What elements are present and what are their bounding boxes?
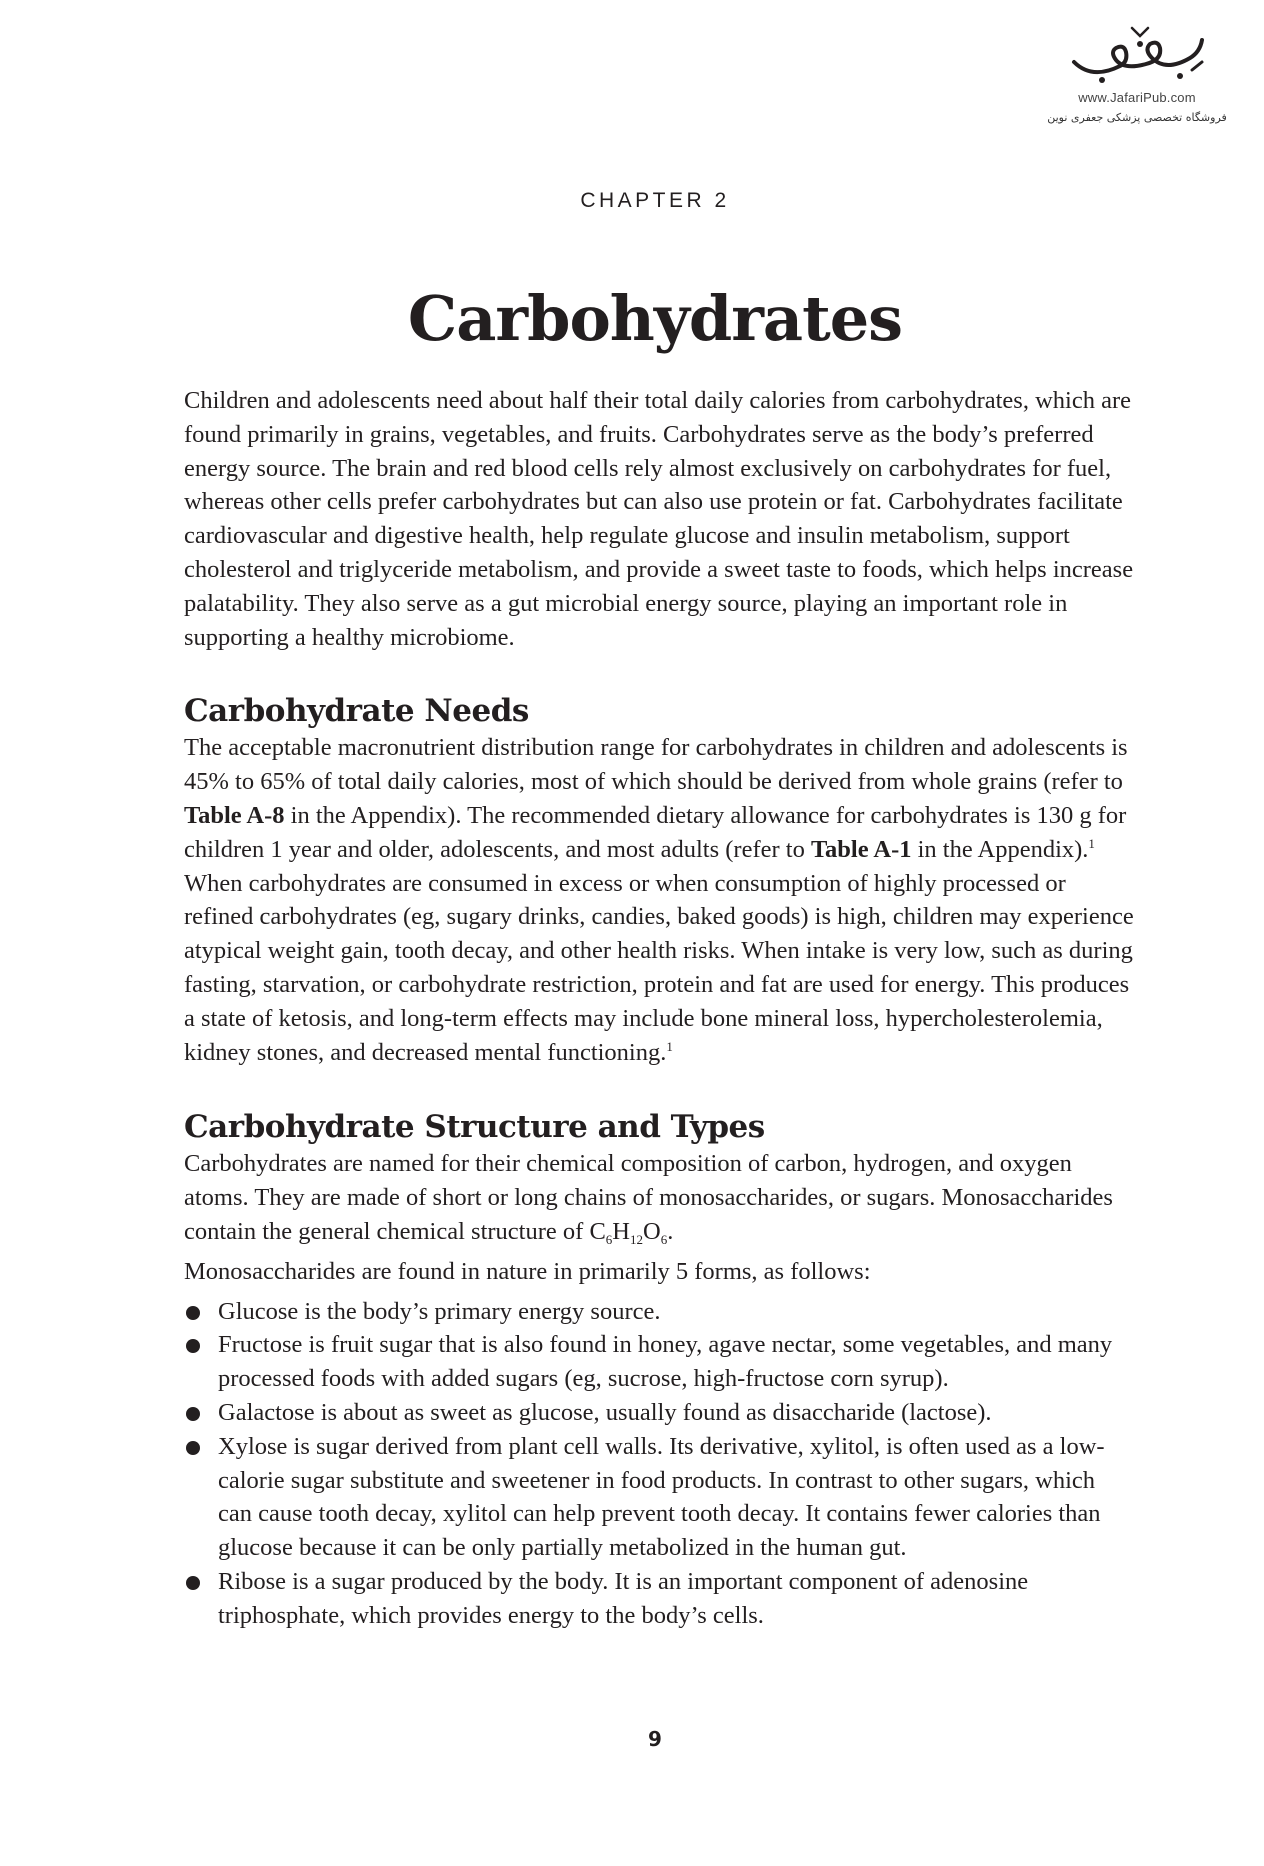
main-content [184, 384, 1134, 1633]
needs-text-1: The acceptable macronutrient distribution range for carbohydrates in children and adolescents is 45% to 65% of total daily calories, most of which should be derived from whole grains (refer to [184, 734, 1128, 796]
chapter-label: CHAPTER 2 [580, 189, 730, 212]
formula-hydrogen-count: 12 [629, 1231, 643, 1247]
intro-paragraph: Children and adolescents need about half their total daily calories from carbohydrates, which are found primarily in grains, vegetables, and fruits. Carbohydrates serve as the body’s preferred energy source. The brain and red blood cells rely almost exclusively on carbohydrates for fuel, whereas other cells prefer carbohydrates but can also use protein or fat. Carbohydrates facilitate cardiovascular and digestive health, help regulate glucose and insulin metabolism, support cholesterol and triglyceride metabolism, and provide a sweet taste to foods, which helps increase palatability. They also serve as a gut microbial energy source, playing an important role in supporting a healthy microbiome. [184, 387, 1134, 651]
list-item [184, 1396, 1134, 1430]
publisher-watermark [1032, 22, 1242, 124]
forms-intro: Monosaccharides are found in nature in primarily 5 forms, as follows: [184, 1257, 871, 1285]
needs-text-2: in the Appendix). The recommended dietary allowance for carbohydrates is 130 g for children 1 year and older, adolescents, and most adults (refer to [184, 801, 1127, 863]
list-item [184, 1328, 1134, 1396]
needs-text-3: in the Appendix). [911, 835, 1089, 863]
bullet-icon [186, 1441, 200, 1455]
structure-text: Carbohydrates are named for their chemical composition of carbon, hydrogen, and oxygen atoms. They are made of short or long chains of monosaccharides, or sugars. Monosaccharides contain the general chemical structure of [184, 1150, 1113, 1245]
bullet-icon [186, 1576, 200, 1590]
list-item [184, 1295, 1134, 1329]
footnote-marker: 1 [666, 1038, 673, 1054]
list-item-text: Fructose is fruit sugar that is also found in honey, agave nectar, some vegetables, and many processed foods with added sugars (eg, sucrose, high-fructose corn syrup). [218, 1331, 1113, 1393]
section-heading-needs: Carbohydrate Needs [184, 693, 529, 730]
structure-paragraph [184, 1147, 1134, 1248]
page-number: 9 [648, 1727, 662, 1751]
needs-paragraph [184, 731, 1134, 1069]
publisher-url: www.JafariPub.com [1078, 90, 1196, 105]
formula-hydrogen: H [612, 1217, 630, 1245]
formula-carbon-count: 6 [605, 1231, 613, 1247]
publisher-logo-icon [1062, 22, 1212, 88]
table-reference-a1: Table A-1 [810, 835, 912, 863]
list-item [184, 1430, 1134, 1565]
bullet-icon [186, 1339, 200, 1353]
bullet-icon [186, 1306, 200, 1320]
monosaccharide-list [184, 1295, 1134, 1633]
bullet-icon [186, 1407, 200, 1421]
formula-oxygen: O [642, 1217, 661, 1245]
publisher-store-name: فروشگاه تخصصی پزشکی جعفری نوین [1047, 111, 1227, 124]
formula-oxygen-count: 6 [660, 1231, 668, 1247]
page-title: Carbohydrates [407, 282, 903, 355]
list-item-text: Ribose is a sugar produced by the body. It is an important component of adenosine triphosphate, which provides energy to the body’s cells. [218, 1567, 1029, 1629]
chemical-formula [589, 1218, 667, 1245]
list-item-text: Xylose is sugar derived from plant cell walls. Its derivative, xylitol, is often used as a low-calorie sugar substitute and sweetener in food products. In contrast to other sugars, which can cause tooth decay, xylitol can help prevent tooth decay. It contains fewer calories than glucose because it can be only partially metabolized in the human gut. [218, 1432, 1105, 1562]
formula-period: . [667, 1217, 674, 1245]
section-heading-structure: Carbohydrate Structure and Types [184, 1109, 765, 1146]
list-item [184, 1565, 1134, 1633]
needs-text-4: When carbohydrates are consumed in excess or when consumption of highly processed or refined carbohydrates (eg, sugary drinks, candies, baked goods) is high, children may experience atypical weight gain, tooth decay, and other health risks. When intake is very low, such as during fasting, starvation, or carbohydrate restriction, protein and fat are used for energy. This produces a state of ketosis, and long-term effects may include bone mineral loss, hypercholesterolemia, kidney stones, and decreased mental functioning. [184, 869, 1134, 1066]
footnote-marker: 1 [1088, 835, 1095, 851]
formula-carbon: C [589, 1217, 606, 1245]
table-reference-a8: Table A-8 [184, 801, 285, 829]
list-item-text: Glucose is the body’s primary energy source. [218, 1297, 661, 1325]
list-item-text: Galactose is about as sweet as glucose, usually found as disaccharide (lactose). [218, 1398, 992, 1426]
